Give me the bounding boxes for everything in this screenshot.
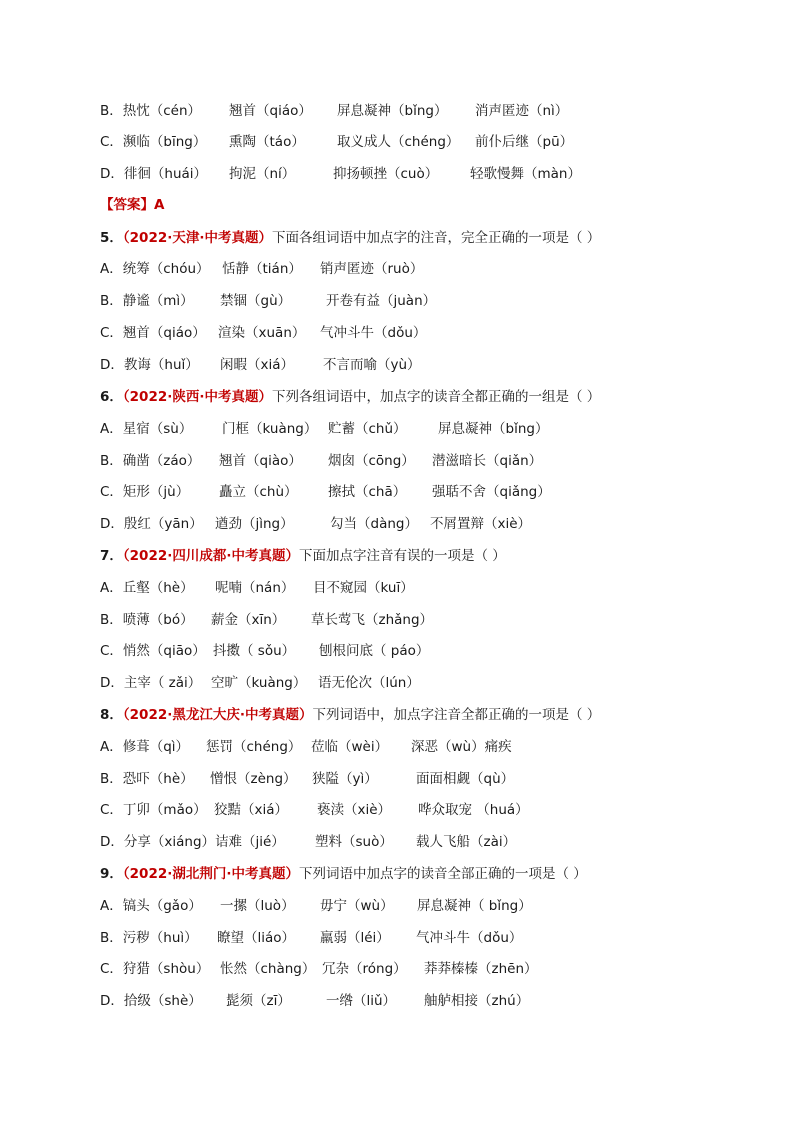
q7-source: 2022·四川成都·中考真题 bbox=[129, 548, 286, 564]
q5-source: 2022·天津·中考真题 bbox=[129, 230, 259, 246]
q9-source: 2022·湖北荆门·中考真题 bbox=[129, 866, 286, 882]
q8-source: 2022·黑龙江大庆·中考真题 bbox=[129, 707, 299, 723]
q6-source: 2022·陕西·中考真题 bbox=[129, 389, 259, 405]
document-page: B．热忱（cén） 翘首（qiáo） 屏息凝神（bǐng） 消声匿迹（nì） C．濒临（bīng） 熏陶（táo） 取义成人（chéng） 前仆后继（pū） D．徘徊（huái） 拘泥（ní） 抑扬顿挫（cuò） 轻歌慢舞（màn） 【答案】A 5．（2022·天津·中考真题）下面各组词语中加点字的注音，完全正确的一项是（ ） A．统筹（chóu） 恬静（tián） 销声匿迹（ruò） B．静谧（mì） 禁锢（gù） 开卷有益（juàn） C．翘首（qiáo） 渲染（xuān） 气冲斗牛（dǒu） D．教诲（huǐ） 闲暇（xiá） 不言而喻（yù） 6．（2022·陕西·中考真题）下列各组词语中，加点字的读音全都正确的一组是（ ） A．星宿（sù） 门框（kuàng） 贮蓄（chǔ） 屏息凝神（bǐng） B．确凿（záo） 翘首（qiào） 烟囱（cōng） 潜滋暗长（qiǎn） C．矩形（jù） 矗立（chù） 擦拭（chā） 强聒不舍（qiǎng） D．殷红（yān） 遒劲（jìng） 勾当（dàng） 不屑置辩（xiè） 7．（2022·四川成都·中考真题）下面加点字注音有误的一项是（ ） A．丘壑（hè） 呢喃（nán） 目不窥园（kuī） B．喷薄（bó） 薪金（xīn） 草长莺飞（zhǎng） C．悄然（qiāo） 抖擞（ sǒu） 刨根问底（ páo） D．主宰（ zǎi） 空旷（kuàng） 语无伦次（lún） 8．（2022·黑龙江大庆·中考真题）下列词语中，加点字注音全都正确的一项是（ ） A．修葺（qì） 惩罚（chéng） 莅临（wèi） 深恶（wù）痛疾 B．恐吓（hè） 憎恨（zèng） 狭隘（yì） 面面相觑（qù） C．丁卯（mǎo） 狡黠（xiá） 亵渎（xiè） 哗众取宠 （huá） D．分享（xiáng） 诘难（jié） 塑料（suò） 载人飞船（zài） 9．（2022·湖北荆门·中考真题）下列词语中加点字的读音全部正确的一项是（ ） A．镐头（gǎo） 一摞（luò） 毋宁（wù） 屏息凝神（ bǐng） B．污秽（huì） 瞭望（liáo） 羸弱（léi） 气冲斗牛（dǒu） C．狩猎（shòu） 怅然（chàng） 冗杂（róng） 莽莽榛榛（zhēn） D．拾级（shè） 髭须（zī） 一绺（liǔ） 舳舻相接（zhú） bbox=[100, 103, 601, 1009]
